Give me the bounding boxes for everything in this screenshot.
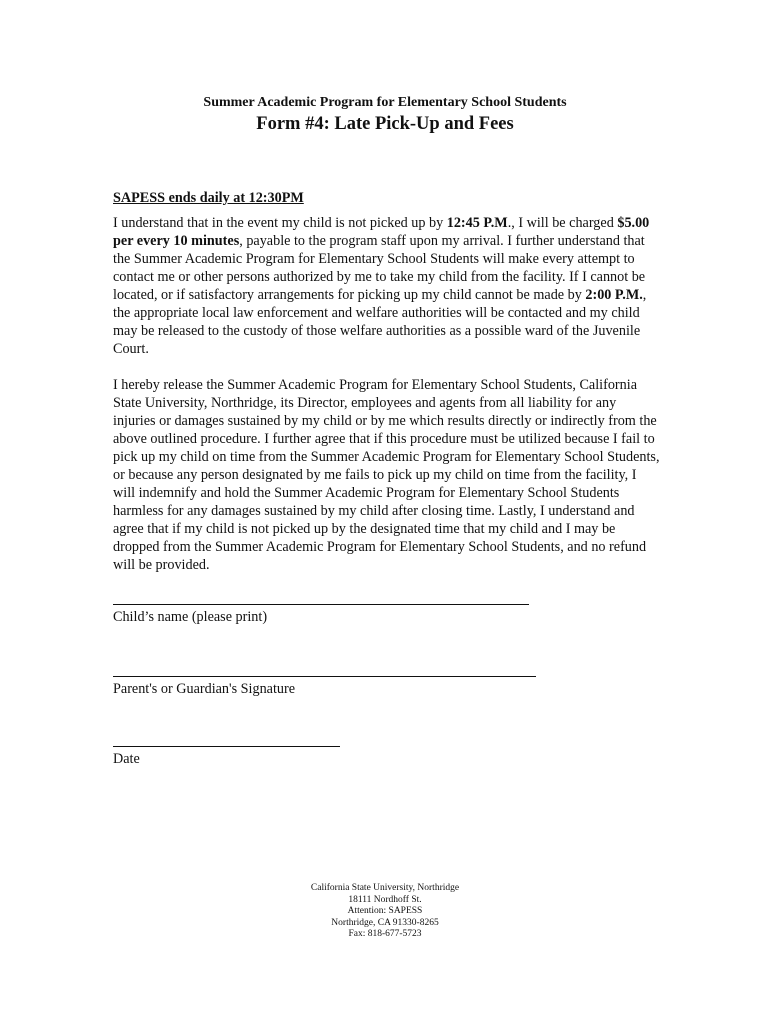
footer-university: California State University, Northridge [310, 883, 460, 893]
date-label: Date [113, 751, 140, 767]
late-fee-paragraph [113, 214, 661, 358]
deadline-time-bold: 2:00 P.M. [585, 287, 643, 303]
child-name-line[interactable] [113, 604, 529, 605]
footer-city: Northridge, CA 91330-8265 [331, 917, 439, 928]
parent-signature-label: Parent's or Guardian's Signature [113, 681, 296, 697]
section-heading: SAPESS ends daily at 12:30PM [113, 190, 304, 206]
date-line[interactable] [113, 746, 340, 747]
footer-attention: Attention: SAPESS [347, 906, 423, 917]
pickup-time-bold: 12:45 P.M [446, 215, 508, 231]
parent-signature-line[interactable] [113, 676, 536, 677]
release-paragraph-text: I hereby release the Summer Academic Program for Elementary School Students, California State University, Northridge, its Director, employees and agents from all liability for any injuries or damages sustained by my child or by me which results directly or indirectly from the above outlined procedure. I further agree that if this procedure must be utilized because I fail to pick up my child on time from the Summer Academic Program for Elementary School Students, or because any person designated by me fails to pick up my child on time from the facility, I will indemnify and hold the Summer Academic Program for Elementary School Students harmless for any damages sustained by my child after closing time. Lastly, I understand and agree that if my child is not picked up by the designated time that my child and I may be dropped from the Summer Academic Program for Elementary School Students, and no refund will be provided. [113, 377, 660, 573]
paragraph-text: ., I will be charged [507, 215, 618, 231]
fee-amount-bold: $5.00 per every 10 minutes [113, 215, 650, 249]
child-name-label: Child’s name (please print) [113, 609, 268, 625]
program-name-heading: Summer Academic Program for Elementary School Students [203, 95, 567, 110]
footer-fax: Fax: 818-677-5723 [348, 929, 422, 940]
paragraph-text: , the appropriate local law enforcement and welfare authorities will be contacted and my child may be released to the custody of those welfare authorities as a possible ward of the Juvenile Court. [113, 287, 647, 357]
release-paragraph [113, 376, 661, 574]
paragraph-text: I understand that in the event my child is not picked up by [113, 215, 447, 231]
paragraph-text: , payable to the program staff upon my arrival. I further understand that the Summer Academic Program for Elementary School Students will make every attempt to contact me or other persons authorized by me to take my child from the facility. If I cannot be located, or if satisfactory arrangements for picking up my child cannot be made by [113, 233, 646, 303]
footer-street: 18111 Nordhoff St. [348, 894, 422, 905]
form-title: Form #4: Late Pick-Up and Fees [256, 114, 514, 134]
footer-address [0, 883, 770, 941]
